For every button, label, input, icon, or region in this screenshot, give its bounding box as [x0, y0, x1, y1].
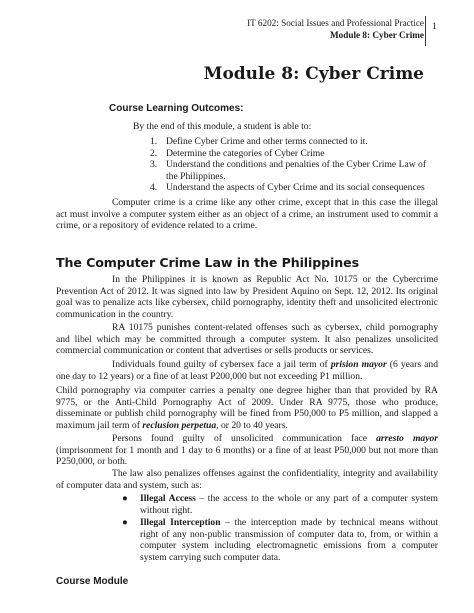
paragraph-cybersex-penalty: Individuals found guilty of cybersex face a jail term of prision mayor (6 years and one day to 12 years) or a fine of at least P200,000 but not exceeding P1 million.	[56, 359, 438, 382]
header-divider	[425, 16, 426, 46]
list-text: Define Cyber Crime and other terms connected to it.	[166, 136, 368, 147]
paragraph-cia-offenses: The law also penalizes offenses against the confidentiality, integrity and availability of computer data and system, such as:	[56, 468, 438, 491]
header-module-line: Module 8: Cyber Crime	[330, 29, 424, 40]
list-item	[150, 148, 440, 160]
offenses-list	[118, 493, 438, 565]
list-item: ● Illegal Access – the access to the whole or any part of a computer system without right.	[122, 493, 438, 516]
page-title: Module 8: Cyber Crime	[203, 64, 424, 84]
list-text: Understand the conditions and penalties of the Cyber Crime Law of the Philippines.	[166, 159, 427, 182]
footer-label: Course Module	[56, 576, 129, 587]
list-number: 4.	[150, 182, 158, 194]
definition-paragraph: Computer crime is a crime like any other crime, except that in this case the illegal act must involve a computer system either as an object of a crime, an instrument used to commit a crime, or a repository of evidence related to a crime.	[56, 197, 438, 232]
paragraph-content-offenses: RA 10175 punishes content-related offenses such as cybersex, child pornography and libel which may be committed through a computer system. It also penalizes unsolicited commercial communication or content that advertises or sells products or services.	[56, 322, 438, 357]
bullet-icon: ●	[122, 517, 128, 529]
list-item: ● Illegal Interception – the interception made by technical means without right of any non-public transmission of computer data to, from, or within a computer system including electromagnetic emissions from a computer system carrying such computer data.	[122, 517, 439, 563]
paragraph-unsolicited: Persons found guilty of unsolicited communication face arresto mayor (imprisonment for 1 month and 1 day to 6 months) or a fine of at least P50,000 but not more than P250,000, or both.	[56, 433, 438, 468]
paragraph-ra10175: In the Philippines it is known as Republic Act No. 10175 or the Cybercrime Prevention Act of 2012. It was signed into law by President Aquino on Sept. 12, 2012. Its original goal was to penalize acts like cybersex, child pornography, identity theft and unsolicited electronic communication in the country.	[56, 274, 438, 320]
list-item	[150, 182, 440, 194]
page-number: 1	[432, 22, 437, 32]
list-text: Understand the aspects of Cyber Crime and its social consequences	[166, 182, 425, 194]
list-number: 2.	[150, 147, 158, 159]
paragraph-child-pornography: Child pornography via computer carries a penalty one degree higher than that provided by RA 9775, or the Anti-Child Pornography Act of 2009. Under RA 9775, those who produce, disseminate or publish child pornography will be fined from P50,000 to P5 million, and slapped a maximum jail term of reclusion perpetua, or 20 to 40 years.	[56, 385, 438, 431]
list-item	[150, 159, 440, 182]
list-item	[150, 136, 440, 148]
term-illegal-access: Illegal Access	[140, 493, 196, 504]
list-number: 1.	[150, 136, 158, 147]
list-text: Determine the categories of Cyber Crime	[166, 147, 325, 159]
list-number: 3.	[150, 159, 158, 171]
running-header	[247, 18, 424, 41]
term-illegal-interception: Illegal Interception	[140, 517, 221, 529]
bullet-icon: ●	[122, 493, 128, 504]
outcomes-intro: By the end of this module, a student is able to:	[133, 121, 312, 132]
header-course-line: IT 6202: Social Issues and Professional Practice	[247, 18, 424, 28]
outcomes-list	[150, 136, 440, 194]
outcomes-heading: Course Learning Outcomes:	[109, 103, 244, 114]
section-heading: The Computer Crime Law in the Philippines	[56, 255, 359, 270]
